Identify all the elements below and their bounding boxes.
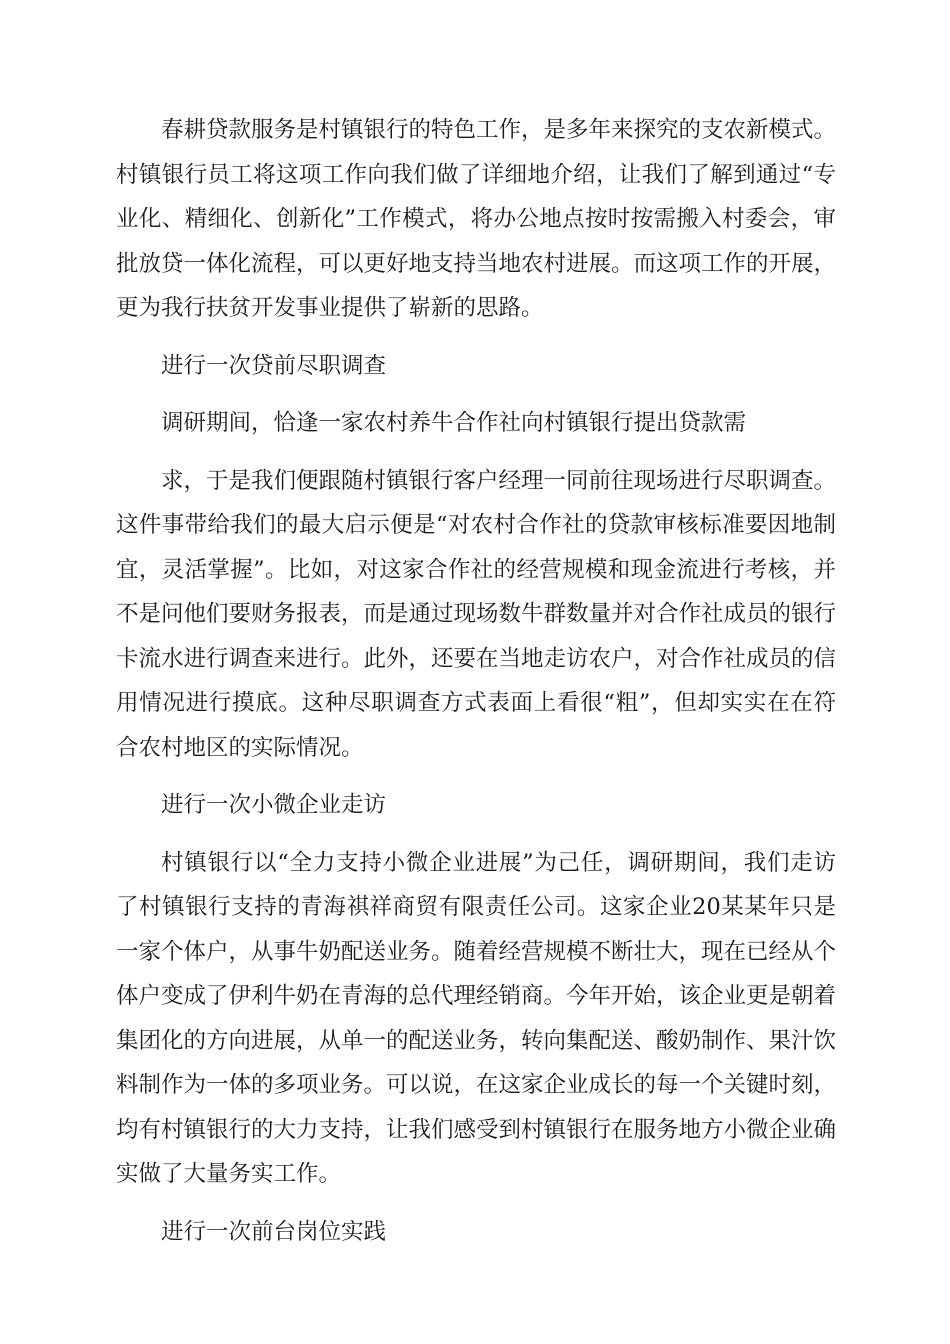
paragraph-enterprise-visit: 村镇银行以“全力支持小微企业进展”为己任，调研期间，我们走访了村镇银行支持的青海祺祥商贸有限责任公司。这家企业20某某年只是一家个体户，从事牛奶配送业务。随着经营规模不断壮大，现在已经从个体户变成了伊利牛奶在青海的总代理经销商。今年开始，该企业更是朝着集团化的方向进展，从单一的配送业务，转向集配送、酸奶制作、果汁饮料制作为一体的多项业务。可以说，在这家企业成长的每一个关键时刻，均有村镇银行的大力支持，让我们感受到村镇银行在服务地方小微企业确实做了大量务实工作。: [116, 849, 837, 1187]
paragraph-spring-loan-service: 春耕贷款服务是村镇银行的特色工作，是多年来探究的支农新模式。村镇银行员工将这项工作向我们做了详细地介绍，让我们了解到通过“专业化、精细化、创新化”工作模式，将办公地点按时按需搬入村委会，审批放贷一体化流程，可以更好地支持当地农村进展。而这项工作的开展，更为我行扶贫开发事业提供了崭新的思路。: [116, 117, 837, 321]
document-body: [116, 108, 836, 1267]
section-heading-due-diligence: 进行一次贷前尽职调查: [161, 352, 387, 379]
paragraph-cooperative-loan-request: 调研期间，恰逢一家农村养牛合作社向村镇银行提出贷款需: [161, 410, 747, 436]
paragraph-due-diligence-details: 求，于是我们便跟随村镇银行客户经理一同前往现场进行尽职调查。这件事带给我们的最大启示便是“对农村合作社的贷款审核标准要因地制宜，灵活掌握”。比如，对这家合作社的经营规模和现金流进行考核，并不是问他们要财务报表，而是通过现场数牛群数量并对合作社成员的银行卡流水进行调查来进行。此外，还要在当地走访农户，对合作社成员的信用情况进行摸底。这种尽职调查方式表面上看很“粗”，但却实实在在符合农村地区的实际情况。: [116, 467, 837, 761]
section-heading-front-desk-practice: 进行一次前台岗位实践: [161, 1218, 387, 1245]
section-heading-enterprise-visit: 进行一次小微企业走访: [161, 792, 387, 818]
